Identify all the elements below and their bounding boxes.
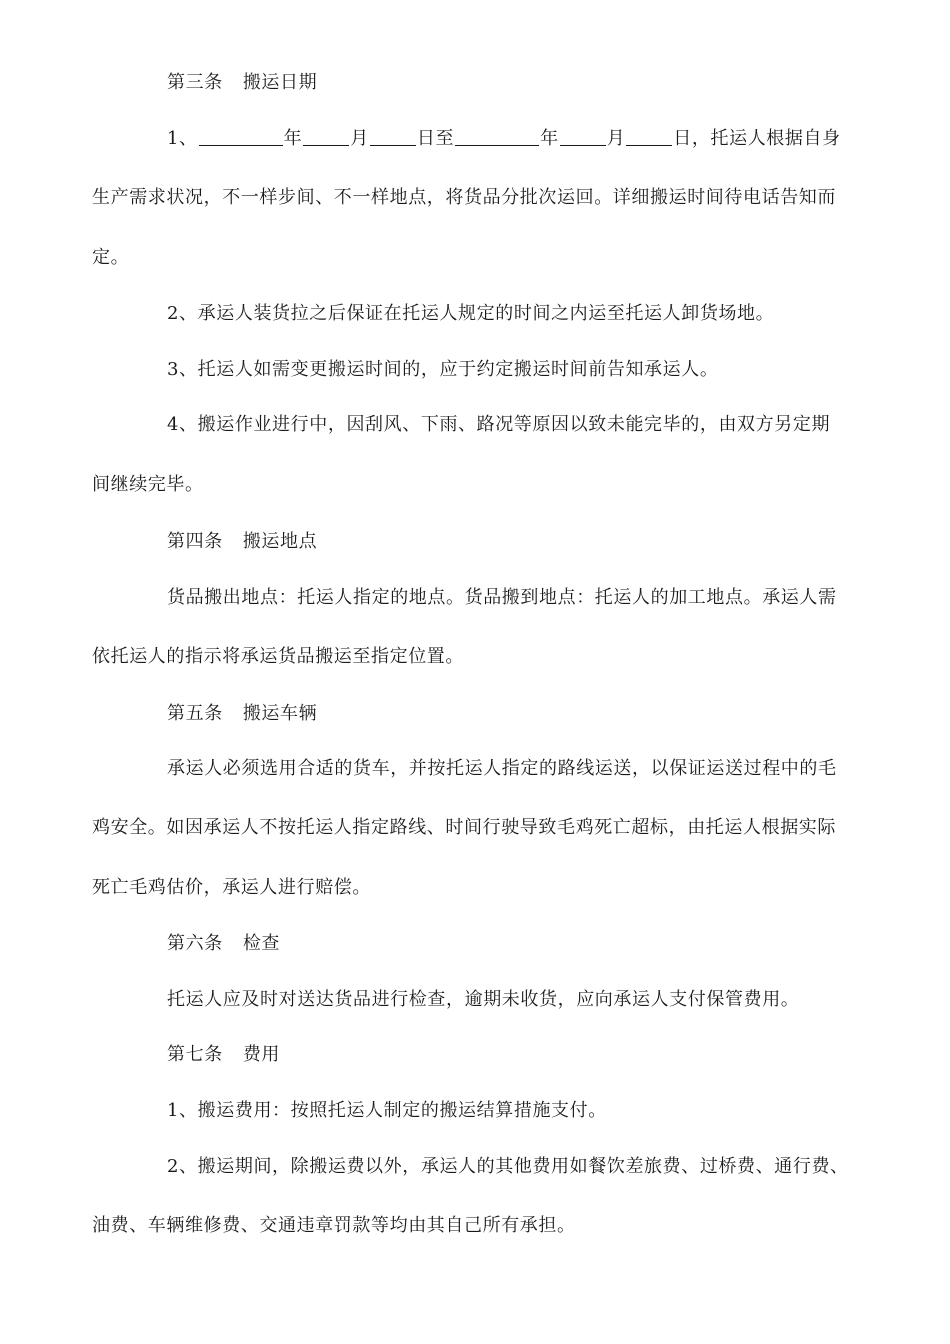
section-7-title: 费用 — [242, 1044, 281, 1065]
section-7-heading — [167, 1043, 280, 1067]
section-7-item-2-line-2: 油费、车辆维修费、交通违章罚款等均由其自己所有承担。 — [92, 1215, 576, 1236]
end-year-label: 年 — [540, 128, 559, 149]
section-3-number: 第三条 — [167, 72, 223, 93]
section-3-heading — [167, 71, 317, 95]
section-5-paragraph-line-3: 死亡毛鸡估价，承运人进行赔偿。 — [92, 877, 371, 898]
section-7-item-2-line-1: 2、搬运期间，除搬运费以外，承运人的其他费用如餐饮差旅费、过桥费、通行费、 — [167, 1156, 849, 1177]
section-4-heading — [167, 530, 317, 554]
end-month-label: 月 — [606, 128, 626, 149]
day-blank — [370, 127, 416, 146]
end-day-label: 日，托运人根据自身 — [673, 128, 841, 149]
section-6-paragraph: 托运人应及时对送达货品进行检查，逾期未收货，应向承运人支付保管费用。 — [167, 989, 800, 1010]
section-5-paragraph-line-2: 鸡安全。如因承运人不按托运人指定路线、时间行驶导致毛鸡死亡超标，由托运人根据实际 — [92, 817, 836, 838]
day-to-label: 日至 — [416, 128, 455, 149]
section-3-item-1-line-2: 生产需求状况，不一样步间、不一样地点，将货品分批次运回。详细搬运时间待电话告知而 — [92, 187, 836, 208]
section-4-paragraph-line-1: 货品搬出地点：托运人指定的地点。货品搬到地点：托运人的加工地点。承运人需 — [167, 587, 837, 608]
end-year-blank — [455, 127, 539, 146]
section-6-title: 检查 — [242, 933, 281, 954]
section-6-heading — [167, 932, 280, 956]
section-3-item-1-line-1 — [167, 127, 841, 151]
month-label: 月 — [350, 128, 369, 149]
section-3-item-1-line-3: 定。 — [92, 247, 130, 268]
section-5-number: 第五条 — [167, 703, 223, 724]
year-blank — [199, 127, 283, 146]
month-blank — [303, 127, 349, 146]
section-3-item-4-line-1: 4、搬运作业进行中，因刮风、下雨、路况等原因以致未能完毕的，由双方另定期 — [167, 414, 831, 435]
section-3-item-3: 3、托运人如需变更搬运时间的，应于约定搬运时间前告知承运人。 — [167, 359, 719, 380]
section-4-paragraph-line-2: 依托运人的指示将承运货品搬运至指定位置。 — [92, 646, 464, 667]
item-1-prefix: 1、 — [167, 128, 198, 149]
end-month-blank — [560, 127, 606, 146]
section-4-title: 搬运地点 — [242, 531, 318, 552]
section-3-item-2: 2、承运人装货拉之后保证在托运人规定的时间之内运至托运人卸货场地。 — [167, 303, 775, 324]
section-4-number: 第四条 — [167, 531, 223, 552]
section-3-item-4-line-2: 间继续完毕。 — [92, 474, 204, 495]
section-6-number: 第六条 — [167, 933, 223, 954]
year-label: 年 — [283, 128, 303, 149]
end-day-blank — [626, 127, 672, 146]
section-5-heading — [167, 702, 317, 726]
section-7-item-1: 1、搬运费用：按照托运人制定的搬运结算措施支付。 — [167, 1100, 607, 1121]
section-5-title: 搬运车辆 — [242, 703, 318, 724]
section-5-paragraph-line-1: 承运人必须选用合适的货车，并按托运人指定的路线运送，以保证运送过程中的毛 — [167, 758, 837, 779]
section-3-title: 搬运日期 — [242, 72, 318, 93]
section-7-number: 第七条 — [167, 1044, 223, 1065]
